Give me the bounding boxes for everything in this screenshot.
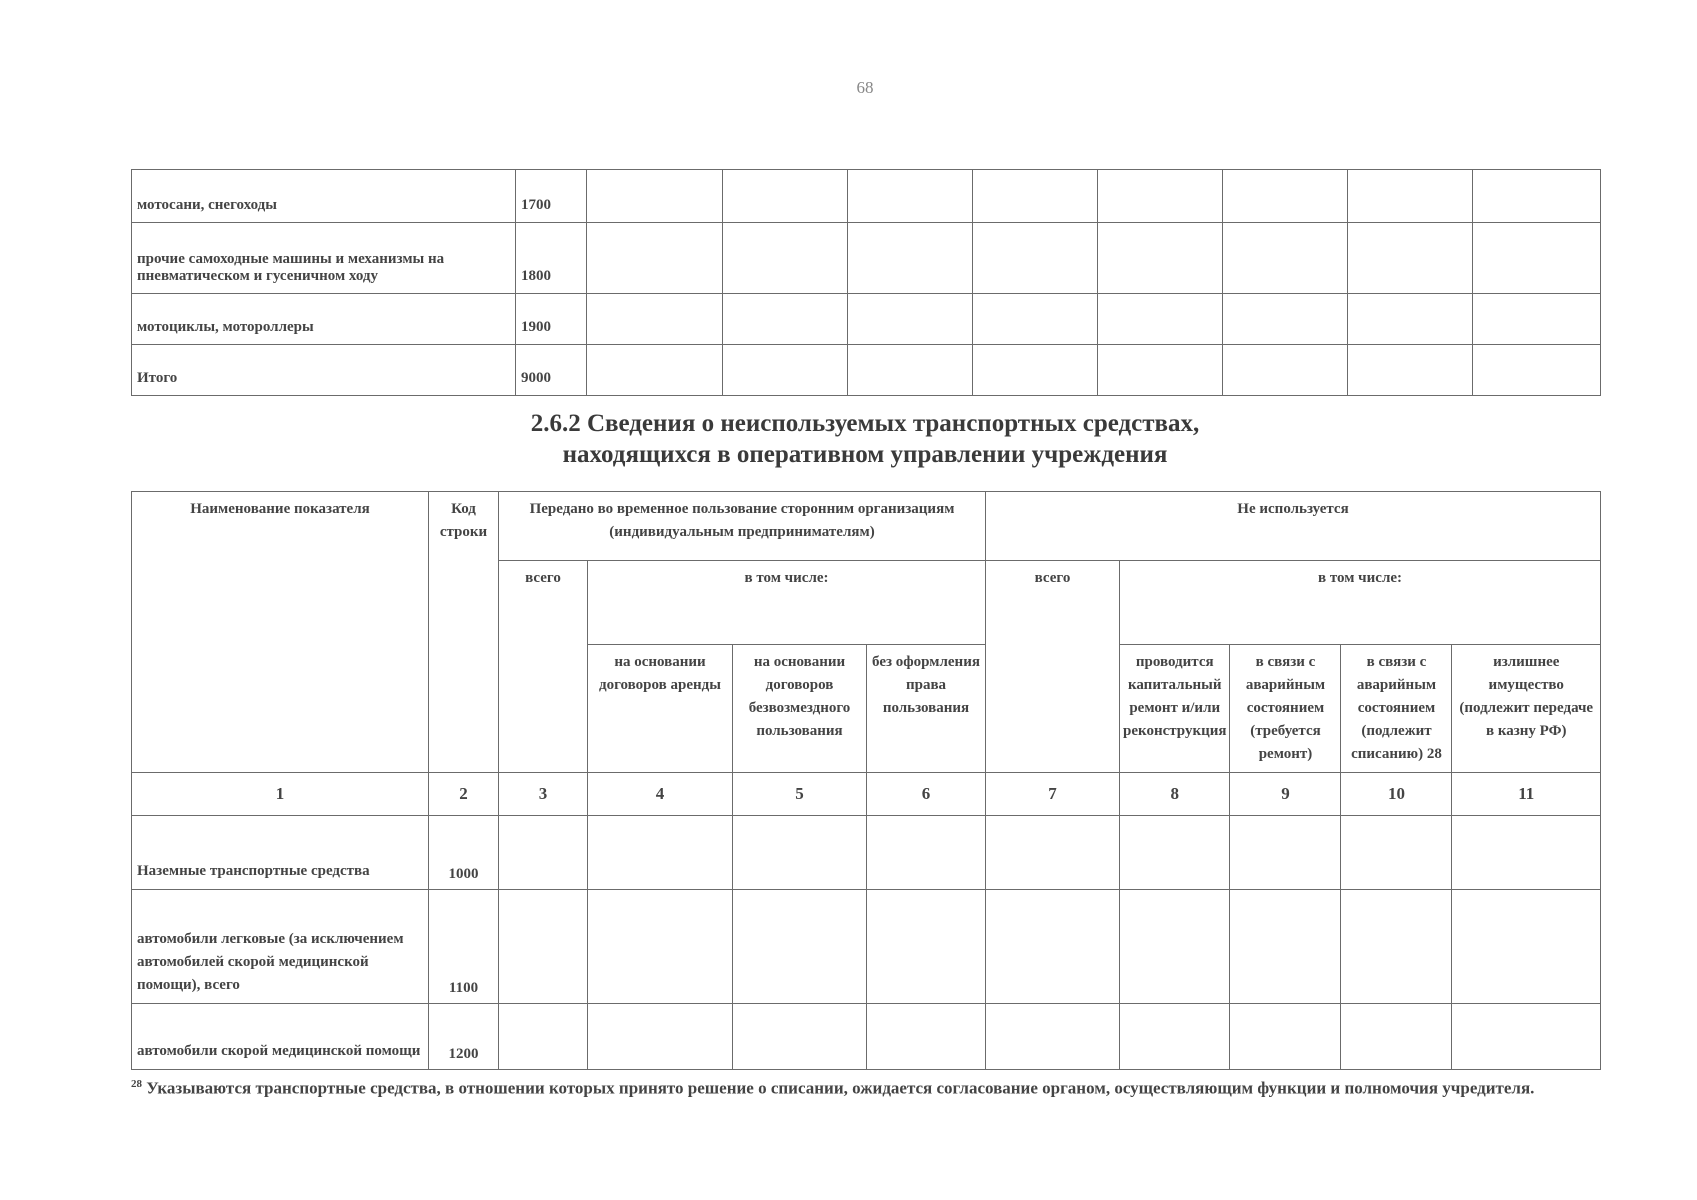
- section-title: [0, 408, 1697, 470]
- table-cell: [1341, 890, 1452, 1004]
- table-cell: [587, 345, 723, 396]
- table-cell: [1223, 170, 1348, 223]
- table-cell: [848, 345, 973, 396]
- header-free-use: на основании договоров безвозмездного пользования: [733, 645, 867, 773]
- header-transferred: Передано во временное пользование сторонним организациям (индивидуальным предпринимателям): [499, 492, 986, 561]
- table-cell: [1473, 223, 1601, 294]
- column-number: 11: [1452, 773, 1601, 816]
- table-cell: [1120, 816, 1230, 890]
- table-cell: [723, 294, 848, 345]
- row-name: Итого: [132, 345, 516, 396]
- column-number: 9: [1230, 773, 1341, 816]
- table-cell: [1341, 816, 1452, 890]
- table-cell: [986, 816, 1120, 890]
- header-code: Код строки: [429, 492, 499, 773]
- column-number-row: [132, 773, 1601, 816]
- table-cell: [1223, 294, 1348, 345]
- table-cell: [1452, 890, 1601, 1004]
- column-number: 3: [499, 773, 588, 816]
- row-name: автомобили скорой медицинской помощи: [132, 1004, 429, 1070]
- table-row: [132, 890, 1601, 1004]
- column-number: 10: [1341, 773, 1452, 816]
- header-emergency-repair: в связи с аварийным состоянием (требуется ремонт): [1230, 645, 1341, 773]
- table-cell: [848, 170, 973, 223]
- footnote-text: Указываются транспортные средства, в отношении которых принято решение о списании, ожидается согласование органом, осуществляющим функции и полномочия учредителя.: [146, 1078, 1535, 1098]
- row-code: 1700: [516, 170, 587, 223]
- row-name: мотоциклы, мотороллеры: [132, 294, 516, 345]
- table-cell: [587, 223, 723, 294]
- table-cell: [1120, 890, 1230, 1004]
- header-total-transferred: всего: [499, 561, 588, 773]
- row-code: 1000: [429, 816, 499, 890]
- row-name: автомобили легковые (за исключением автомобилей скорой медицинской помощи), всего: [132, 890, 429, 1004]
- table-cell: [1230, 1004, 1341, 1070]
- table-cell: [1098, 223, 1223, 294]
- table-cell: [733, 816, 867, 890]
- table-cell: [848, 294, 973, 345]
- table-cell: [1223, 345, 1348, 396]
- table-cell: [1098, 345, 1223, 396]
- table-cell: [1452, 1004, 1601, 1070]
- footnote-marker: 28: [131, 1078, 142, 1090]
- table-cell: [733, 1004, 867, 1070]
- header-emergency-writeoff: в связи с аварийным состоянием (подлежит списанию) 28: [1341, 645, 1452, 773]
- header-unused: Не используется: [986, 492, 1601, 561]
- row-name: мотосани, снегоходы: [132, 170, 516, 223]
- table-cell: [867, 816, 986, 890]
- table-cell: [1348, 345, 1473, 396]
- table-cell: [1098, 294, 1223, 345]
- table-cell: [986, 1004, 1120, 1070]
- row-code: 1200: [429, 1004, 499, 1070]
- table-row: [132, 345, 1601, 396]
- column-number: 7: [986, 773, 1120, 816]
- table-cell: [1223, 223, 1348, 294]
- column-number: 8: [1120, 773, 1230, 816]
- table-cell: [499, 1004, 588, 1070]
- row-code: 1900: [516, 294, 587, 345]
- table-cell: [588, 1004, 733, 1070]
- header-including-transferred: в том числе:: [588, 561, 986, 645]
- table-cell: [1473, 294, 1601, 345]
- table-cell: [1473, 345, 1601, 396]
- table-cell: [973, 294, 1098, 345]
- table-cell: [723, 345, 848, 396]
- section-title-line-2: находящихся в оперативном управлении учреждения: [562, 441, 1168, 468]
- column-number: 2: [429, 773, 499, 816]
- page-number: 68: [856, 78, 874, 97]
- table-cell: [973, 223, 1098, 294]
- table-cell: [973, 170, 1098, 223]
- table-cell: [1348, 294, 1473, 345]
- footnote: [131, 1068, 1601, 1105]
- table-cell: [986, 890, 1120, 1004]
- table-cell: [973, 345, 1098, 396]
- table-cell: [499, 816, 588, 890]
- table-cell: [848, 223, 973, 294]
- table-cell: [1341, 1004, 1452, 1070]
- unused-vehicles-table: [131, 491, 1601, 1070]
- table-cell: [1098, 170, 1223, 223]
- header-total-unused: всего: [986, 561, 1120, 773]
- column-number: 6: [867, 773, 986, 816]
- table-row: [132, 170, 1601, 223]
- table-cell: [1120, 1004, 1230, 1070]
- column-number: 1: [132, 773, 429, 816]
- header-row: [132, 492, 1601, 561]
- table-cell: [1452, 816, 1601, 890]
- header-repair: проводится капитальный ремонт и/или реконструкция: [1120, 645, 1230, 773]
- column-number: 5: [733, 773, 867, 816]
- row-name: Наземные транспортные средства: [132, 816, 429, 890]
- header-name: Наименование показателя: [132, 492, 429, 773]
- table-cell: [1230, 890, 1341, 1004]
- section-title-line-1: 2.6.2 Сведения о неиспользуемых транспортных средствах,: [530, 410, 1200, 437]
- column-number: 4: [588, 773, 733, 816]
- table-cell: [587, 294, 723, 345]
- table-cell: [1348, 170, 1473, 223]
- table-row: [132, 223, 1601, 294]
- header-no-rights: без оформления права пользования: [867, 645, 986, 773]
- row-code: 1800: [516, 223, 587, 294]
- table-row: [132, 1004, 1601, 1070]
- header-surplus: излишнее имущество (подлежит передаче в казну РФ): [1452, 645, 1601, 773]
- header-including-unused: в том числе:: [1120, 561, 1601, 645]
- table-cell: [1230, 816, 1341, 890]
- header-lease: на основании договоров аренды: [588, 645, 733, 773]
- table-cell: [867, 1004, 986, 1070]
- table-cell: [1348, 223, 1473, 294]
- table-cell: [587, 170, 723, 223]
- table-cell: [499, 890, 588, 1004]
- row-name: прочие самоходные машины и механизмы на пневматическом и гусеничном ходу: [132, 223, 516, 294]
- table-cell: [588, 890, 733, 1004]
- table-cell: [1473, 170, 1601, 223]
- row-code: 9000: [516, 345, 587, 396]
- row-code: 1100: [429, 890, 499, 1004]
- table-row: [132, 816, 1601, 890]
- continuation-table: [131, 169, 1601, 396]
- table-cell: [867, 890, 986, 1004]
- table-cell: [723, 223, 848, 294]
- table-cell: [723, 170, 848, 223]
- table-row: [132, 294, 1601, 345]
- table-cell: [588, 816, 733, 890]
- table-cell: [733, 890, 867, 1004]
